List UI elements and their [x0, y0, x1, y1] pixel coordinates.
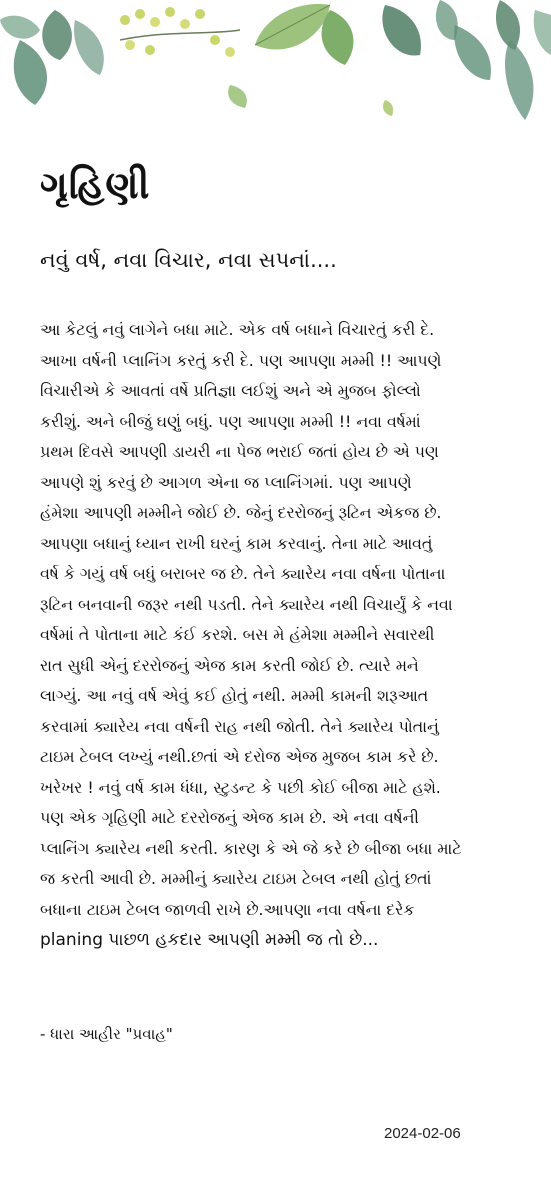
body-line: પ્રથમ દિવસે આપણી ડાયરી ના પેજ ભરાઈ જતાં હોય છે એ પણ: [40, 442, 439, 461]
body-line: આપણા બધાનું ધ્યાન રાખી ઘરનું કામ કરવાનું. તેના માટે આવતું: [40, 533, 433, 553]
article-subtitle: નવું વર્ષ, નવા વિચાર, નવા સપનાં....: [40, 248, 337, 272]
author-signature: - ધારા આહીર "પ્રવાહ": [40, 1025, 173, 1043]
body-line: વર્ષ કે ગયું વર્ષ બધું બરાબર જ છે. તેને ક્યારેય નવા વર્ષના પોતાના: [40, 564, 446, 583]
body-line: આપણે શું કરવું છે આગળ એના જ પ્લાનિંગમાં. પણ આપણે: [40, 472, 412, 492]
body-line: જ કરતી આવી છે. મમ્મીનું ક્યારેય ટાઇમ ટેબલ નથી હોતું છતાં: [40, 869, 432, 888]
article-body: [40, 315, 510, 956]
leaf-decoration-banner: [0, 0, 551, 130]
body-line: વિચારીએ કે આવતાં વર્ષે પ્રતિજ્ઞા લઈશું અને એ મુજબ ફોલ્લો: [40, 381, 421, 400]
body-line: ટાઇમ ટેબલ લખ્યું નથી.છતાં એ દરોજ એજ મુજબ કામ કરે છે.: [40, 747, 439, 766]
post-date: 2024-02-06: [384, 1125, 461, 1142]
body-line: લાગ્યું. આ નવું વર્ષ એવું કઈ હોતું નથી. મમ્મી કામની શરૂઆત: [40, 686, 429, 705]
body-line: હંમેશા આપણી મમ્મીને જોઈ છે. જેનું દરરોજનું રૂટિન એકજ છે.: [40, 503, 442, 522]
body-line: ખરેખર ! નવું વર્ષ કામ ધંધા, સ્ટુડન્ટ કે પછી કોઈ બીજા માટે હશે.: [40, 777, 441, 797]
body-line: કરીશું. અને બીજું ઘણું બધું. પણ આપણા મમ્મી !! નવા વર્ષમાં: [40, 411, 421, 431]
body-line: કરવામાં ક્યારેય નવા વર્ષની રાહ નથી જોતી. તેને ક્યારેય પોતાનું: [40, 716, 439, 736]
body-line: રૂટિન બનવાની જરૂર નથી પડતી. તેને ક્યારેય નથી વિચાર્યું કે નવા: [40, 594, 453, 614]
body-line: આ કેટલું નવું લાગેને બધા માટે. એક વર્ષ બધાને વિચારતું કરી દે.: [40, 320, 435, 339]
article-title: ગૃહિણી: [40, 163, 151, 207]
body-line: વર્ષમાં તે પોતાના માટે કંઈ કરશે. બસ મે હંમેશા મમ્મીને સવારથી: [40, 625, 435, 644]
branch-icon: [120, 7, 240, 57]
body-line: રાત સુધી એનું દરરોજનું એજ કામ કરતી જોઈ છે. ત્યારે મને: [40, 655, 419, 675]
body-line: પ્લાનિંગ ક્યારેય નથી કરતી. કારણ કે એ જે કરે છે બીજા બધા માટે: [40, 838, 462, 858]
leaf-right-icon: [382, 0, 551, 120]
leaf-left-icon: [0, 10, 104, 105]
body-line: આખા વર્ષની પ્લાનિંગ કરતું કરી દે. પણ આપણા મમ્મી !! આપણે: [40, 350, 442, 370]
body-line: પણ એક ગૃહિણી માટે દરરોજનું એજ કામ છે. એ નવા વર્ષની: [40, 808, 419, 827]
body-line: planing પાછળ હકદાર આપણી મમ્મી જ તો છે...: [40, 930, 379, 950]
leaf-center-icon: [228, 4, 393, 116]
body-line: બધાના ટાઇમ ટેબલ જાળવી રાખે છે.આપણા નવા વર્ષના દરેક: [40, 899, 415, 919]
